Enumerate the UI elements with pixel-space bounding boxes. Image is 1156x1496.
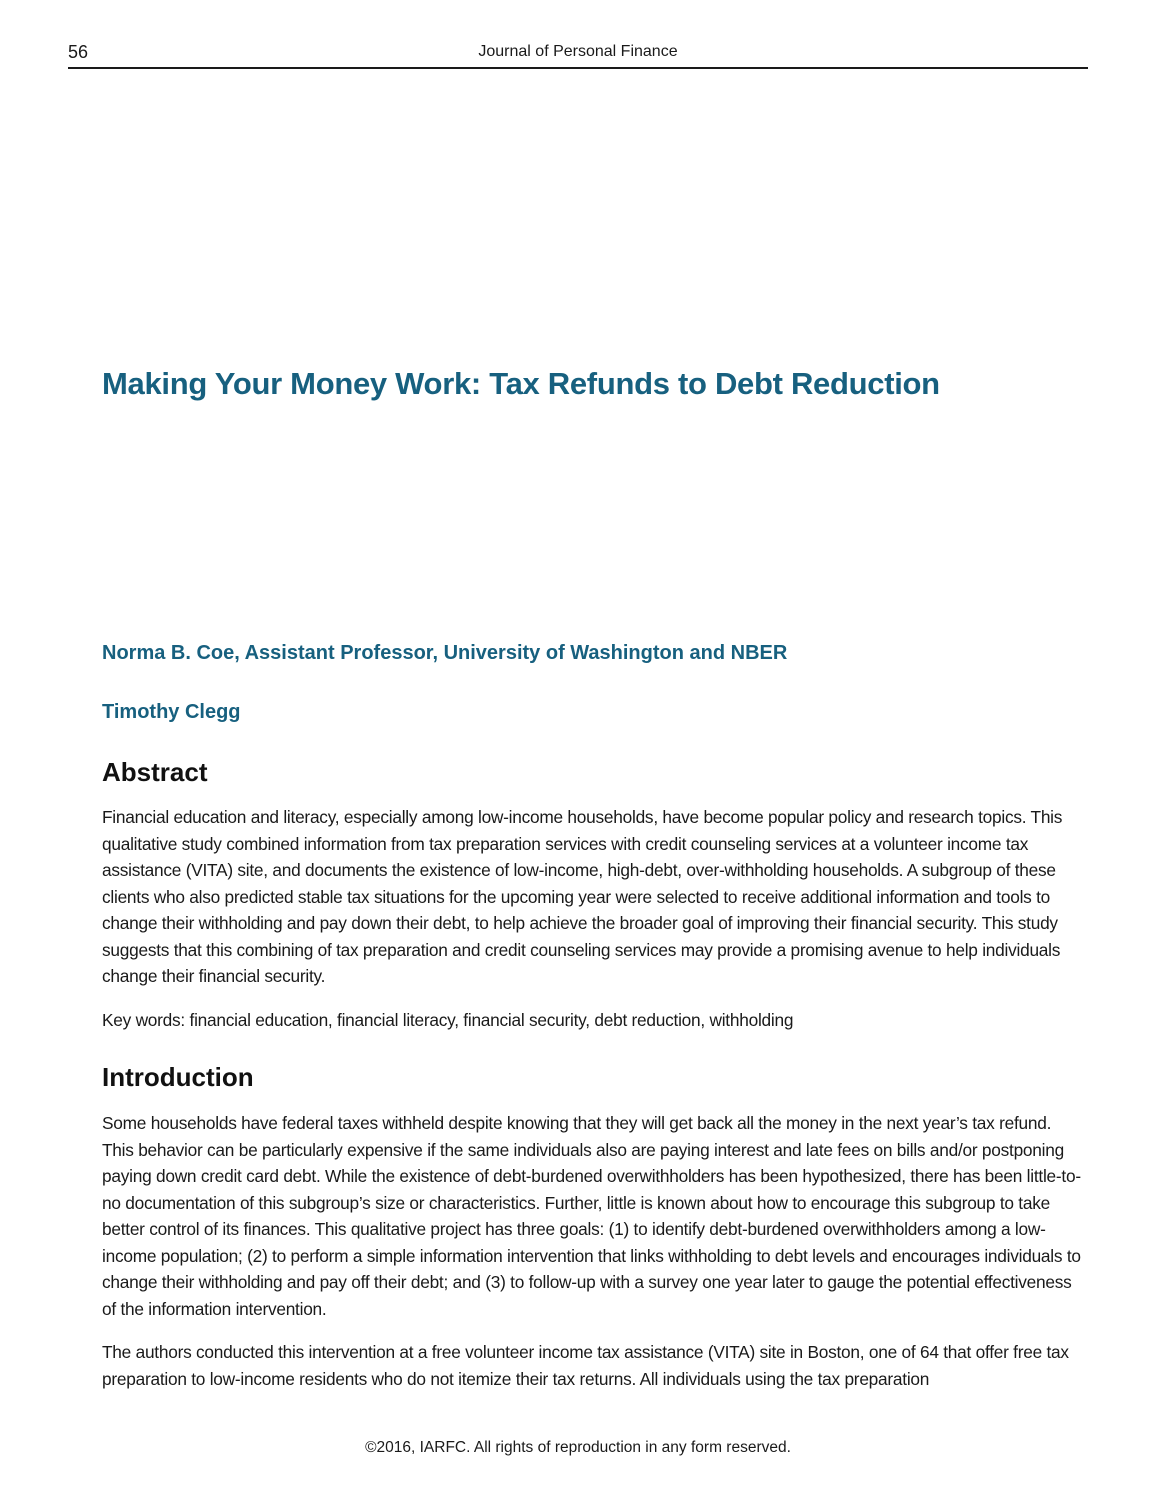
abstract-text: Financial education and literacy, especially among low-income households, have become popular policy and research topics. This qualitative study combined information from tax preparation services with credit counseling services at a volunteer income tax assistance (VITA) site, and documents the existence of low-income, high-debt, over-withholding households. A subgroup of these clients who also predicted stable tax situations for the upcoming year were selected to receive additional information and tools to change their withholding and pay down their debt, to help achieve the broader goal of improving their financial security. This study suggests that this combining of tax preparation and credit counseling services may provide a promising avenue to help individuals change their financial security. <box>102 807 1063 986</box>
article-title: Making Your Money Work: Tax Refunds to Debt Reduction <box>102 366 940 401</box>
page-number: 56 <box>68 42 89 62</box>
introduction-paragraph-2: The authors conducted this intervention at a free volunteer income tax assistance (VITA) site in Boston, one of 64 that offer free tax preparation to low-income residents who do not itemize their tax returns. All individuals using the tax preparation <box>102 1342 1069 1389</box>
introduction-heading: Introduction <box>102 1062 254 1092</box>
author-2: Timothy Clegg <box>102 701 241 723</box>
running-header <box>68 40 1088 69</box>
keywords: Key words: financial education, financial literacy, financial security, debt reduction, withholding <box>102 1010 794 1030</box>
abstract-heading: Abstract <box>102 757 208 787</box>
author-1: Norma B. Coe, Assistant Professor, University of Washington and NBER <box>102 642 788 664</box>
introduction-paragraph-1: Some households have federal taxes withheld despite knowing that they will get back all the money in the next year’s tax refund. This behavior can be particularly expensive if the same individuals also are paying interest and late fees on bills and/or postponing paying down credit card debt. While the existence of debt-burdened overwithholders has been hypothesized, there has been little-to-no documentation of this subgroup’s size or characteristics. Further, little is known about how to encourage this subgroup to take better control of its finances. This qualitative project has three goals: (1) to identify debt-burdened overwithholders among a low-income population; (2) to perform a simple information intervention that links withholding to debt levels and encourages individuals to change their withholding and pay off their debt; and (3) to follow-up with a survey one year later to gauge the potential effectiveness of the information intervention. <box>102 1113 1081 1319</box>
copyright-footer: ©2016, IARFC. All rights of reproduction in any form reserved. <box>365 1439 791 1456</box>
journal-name: Journal of Personal Finance <box>478 43 678 60</box>
